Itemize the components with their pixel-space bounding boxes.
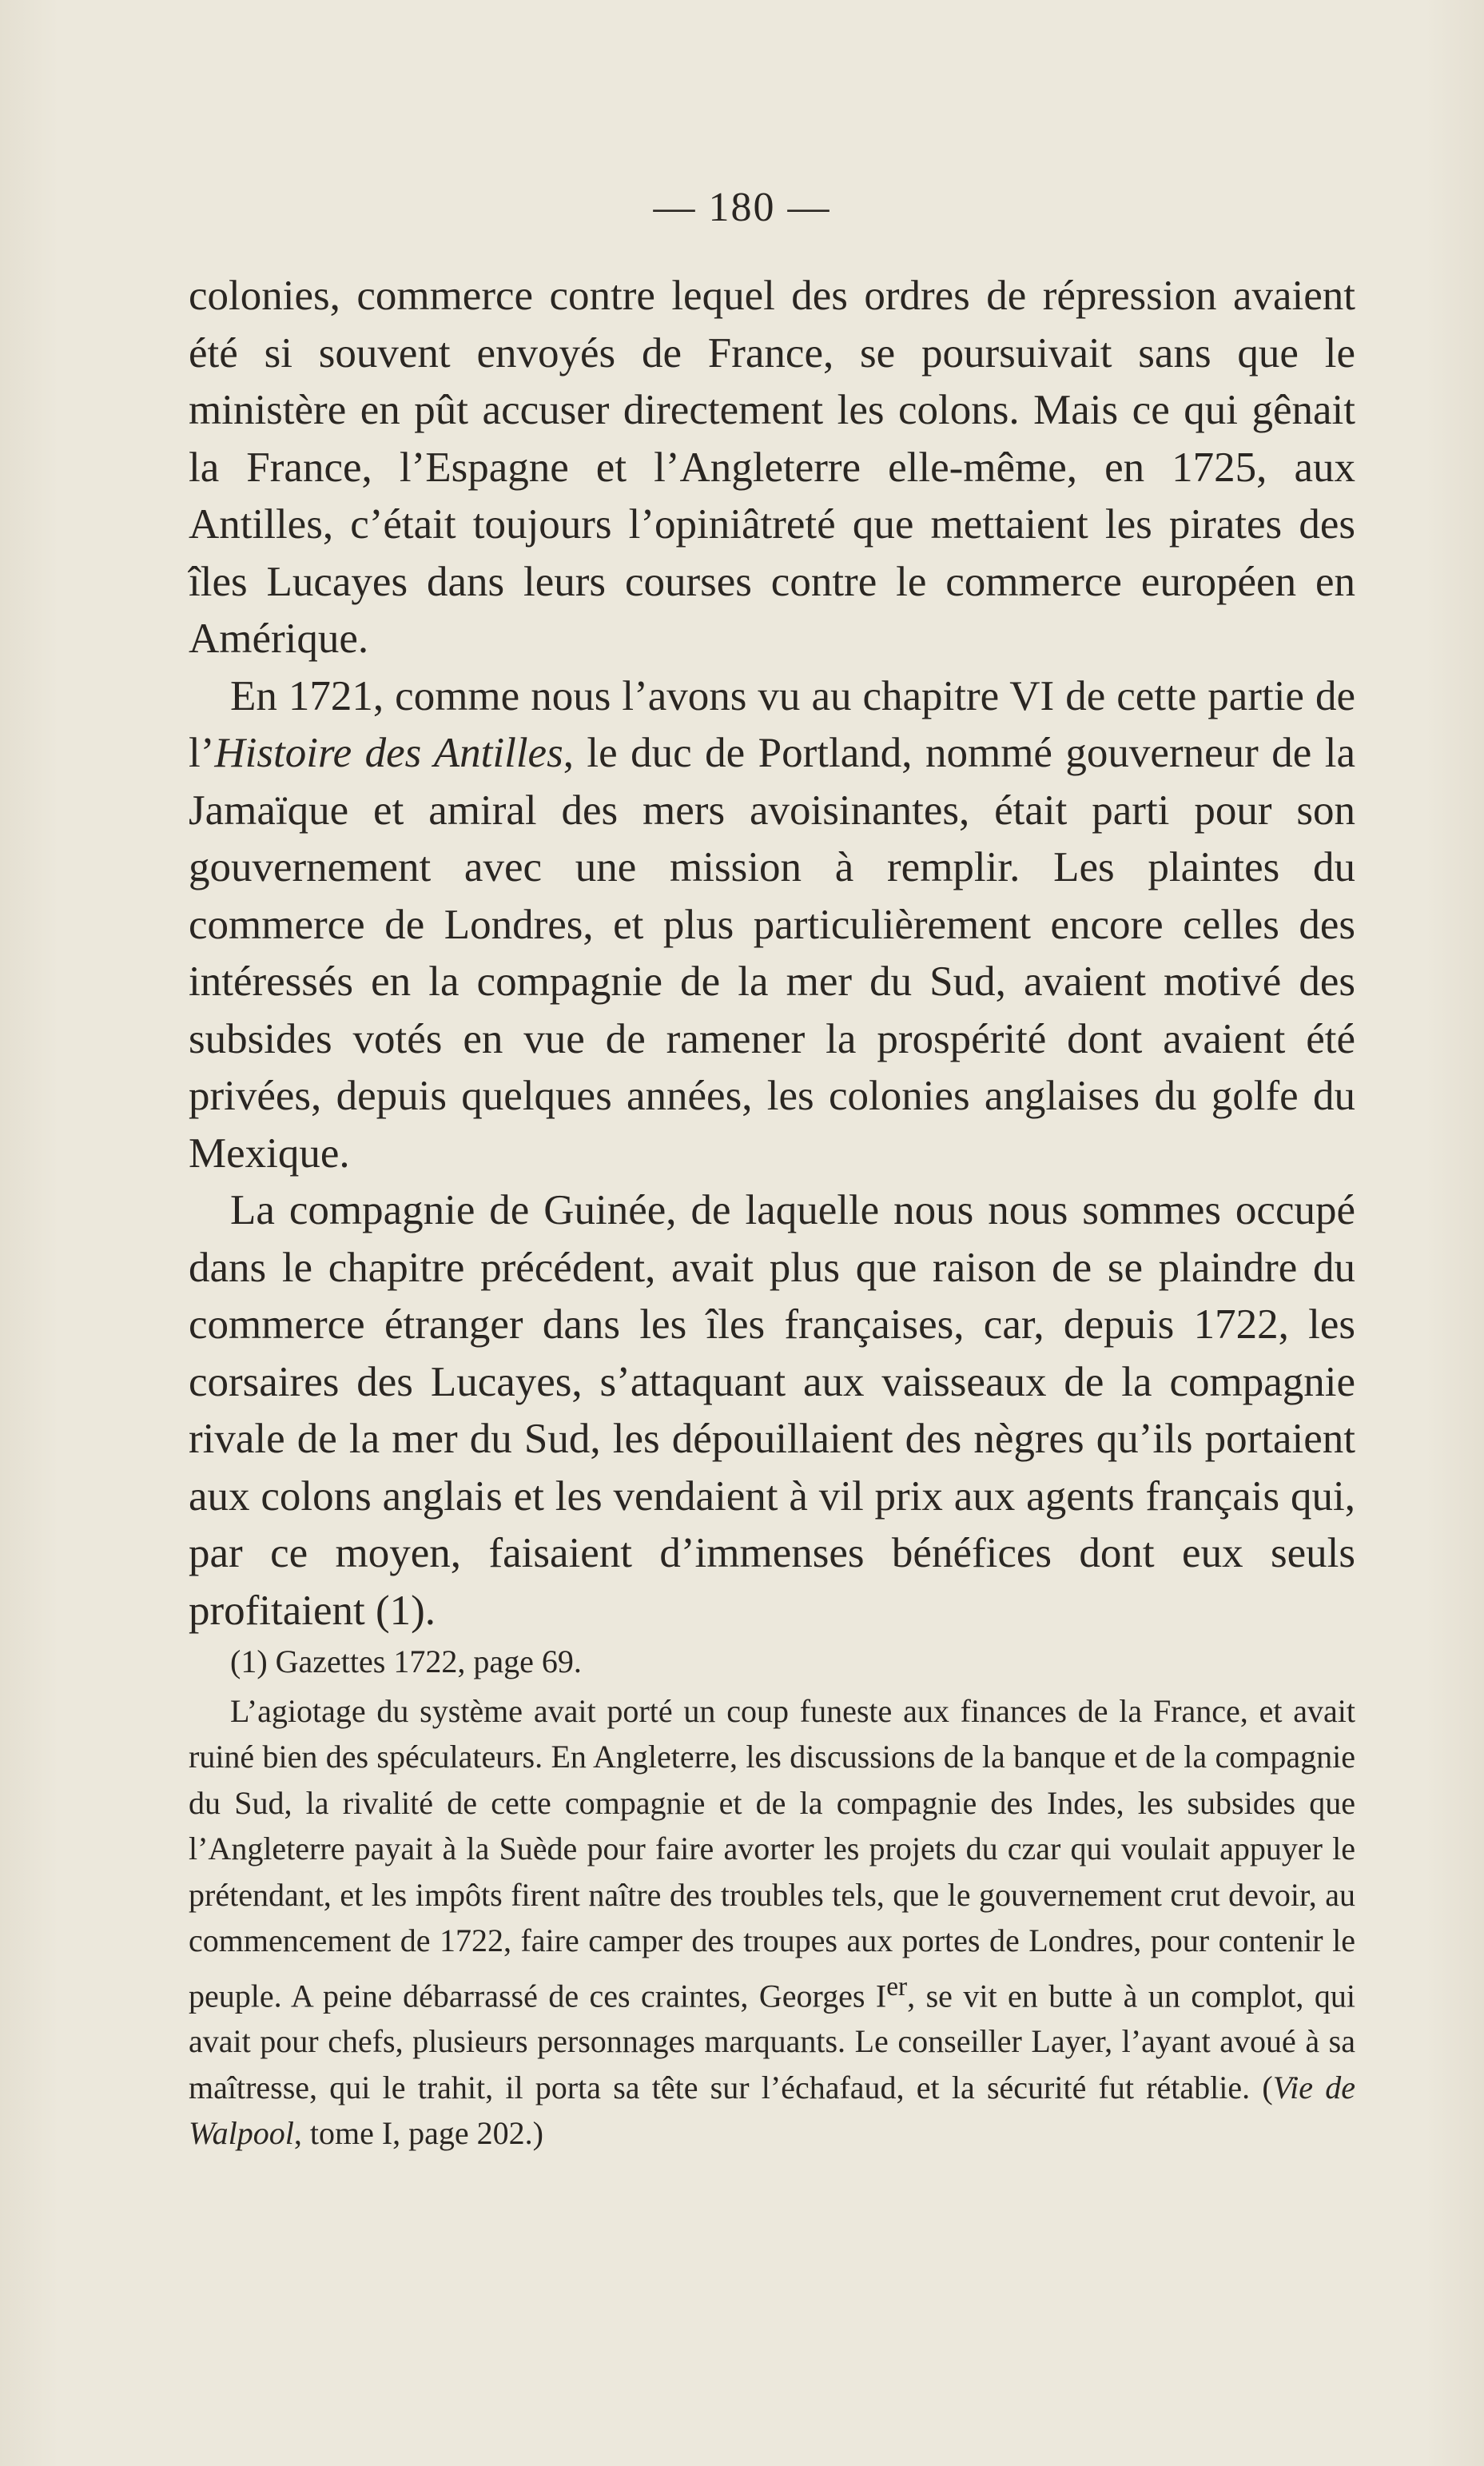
paragraph-2-start: En 1721, comme nous l’avons vu au chapitre VI de cette partie de l’ [189, 672, 1355, 776]
paragraph-3: La compagnie de Guinée, de laquelle nous nous sommes occupé dans le chapitre précédent, avait plus que raison de se plaindre du commerce étranger dans les îles françaises, car, depuis 1722, les corsaires des Lucayes, s’attaquant aux vaisseaux de la compagnie rivale de la mer du Sud, les dépouillaient des nègres qu’ils portaient aux colons anglais et les vendaient à vil prix aux agents français qui, par ce moyen, faisaient d’immenses bénéfices dont eux seuls profitaient (1). [189, 1187, 1355, 1634]
footnote-superscript: er [886, 1971, 908, 2002]
paragraph-2-rest: , le duc de Portland, nommé gouverneur de la Jamaïque et amiral des mers avoisinantes, était parti pour son gouvernement avec une mission à remplir. Les plaintes du commerce de Londres, et plus particulièrement encore celles des intéressés en la compagnie de la mer du Sud, avaient motivé des subsides votés en vue de ramener la prospérité dont avaient été privées, depuis quelques années, les colonies anglaises du golfe du Mexique. [189, 730, 1355, 1177]
footnote-text-start: L’agiotage du système avait porté un coup funeste aux finances de la France, et avait ruiné bien des spéculateurs. En Angleterre, les discussions de la banque et de la compagnie du Sud, la rivalité de cette compagnie et de la compagnie des Indes, les subsides que l’Angleterre payait à la Suède pour faire avorter les projets du czar qui voulait appuyer le prétendant, et les impôts firent naître des troubles tels, que le gouvernement crut devoir, au commencement de 1722, faire camper des troupes aux portes de Londres, pour contenir le peuple. A peine débarrassé de ces craintes, Georges I [189, 1692, 1355, 2014]
paragraph-1: colonies, commerce contre lequel des ordres de répression avaient été si souvent envoyés de France, se poursuivait sans que le ministère en pût accuser directement les colons. Mais ce qui gênait la France, l’Espagne et l’Angleterre elle-même, en 1725, aux Antilles, c’était toujours l’opiniâtreté que mettaient les pirates des îles Lucayes dans leurs courses contre le commerce européen en Amérique. [189, 273, 1355, 662]
footnote-paragraph [189, 1688, 1355, 2157]
footnote-text-rest: , se vit en butte à un complot, qui avait pour chefs, plusieurs personnages marquants. Le conseiller Layer, l’ayant avoué à sa maîtresse, qui le trahit, il porta sa tête sur l’échafaud, et la sécurité fut rétablie. [189, 1977, 1355, 2105]
footnote-1: (1) Gazettes 1722, page 69. [230, 1643, 582, 1679]
citation-open: ( [1250, 2069, 1273, 2105]
citation-title-italic: Vie de Walpool [189, 2069, 1355, 2152]
page-number: — 180 — [653, 185, 831, 230]
footnotes [189, 1639, 1355, 2157]
main-text [189, 268, 1355, 1639]
book-title-italic: Histoire des Antilles [214, 730, 563, 776]
paragraph-2 [189, 668, 1355, 1183]
citation-rest: , tome I, page 202.) [293, 2115, 544, 2152]
